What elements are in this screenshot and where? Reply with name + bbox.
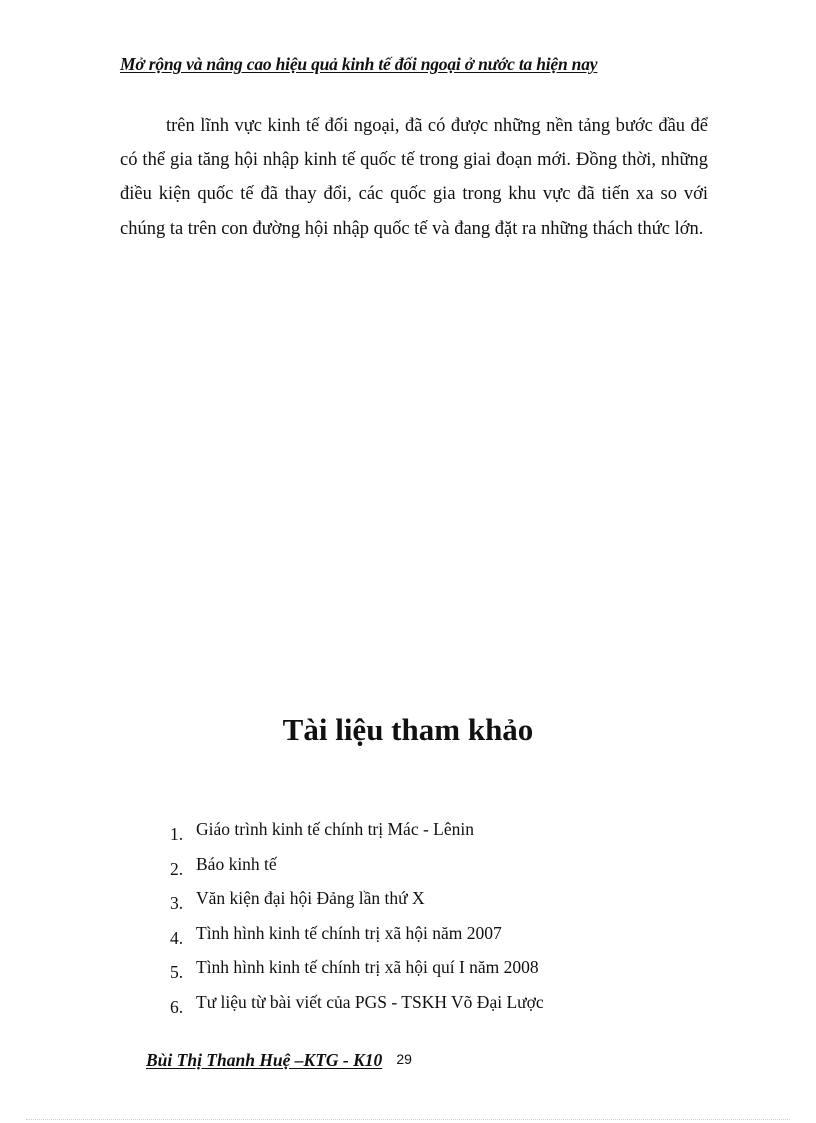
reference-text: Tư liệu từ bài viết của PGS - TSKH Võ Đại Lược <box>196 991 544 1012</box>
reference-number: 6. <box>170 996 184 1017</box>
page-bottom-divider <box>26 1119 790 1120</box>
page-footer <box>146 1050 412 1071</box>
reference-text: Tình hình kinh tế chính trị xã hội quí I năm 2008 <box>196 957 539 978</box>
page-number: 29 <box>396 1051 412 1067</box>
reference-text: Giáo trình kinh tế chính trị Mác - Lênin <box>196 819 474 839</box>
reference-text: Báo kinh tế <box>196 853 277 874</box>
reference-number: 5. <box>170 962 184 983</box>
reference-number: 3. <box>170 893 184 914</box>
reference-text: Văn kiện đại hội Đảng lần thứ X <box>196 888 425 909</box>
references-heading: Tài liệu tham khảo <box>282 712 534 747</box>
reference-number: 2. <box>170 858 184 879</box>
body-paragraph: trên lĩnh vực kinh tế đối ngoại, đã có được những nền tảng bước đầu để có thể gia tăng hội nhập kinh tế quốc tế trong giai đoạn mới. Đồng thời, những điều kiện quốc tế đã thay đổi, các quốc gia trong khu vực đã tiến xa so với chúng ta trên con đường hội nhập quốc tế và đang đặt ra những thách thức lớn. <box>120 116 708 239</box>
running-header-title: Mở rộng và nâng cao hiệu quả kinh tế đối ngoại ở nước ta hiện nay <box>120 54 598 74</box>
reference-text: Tình hình kinh tế chính trị xã hội năm 2007 <box>196 922 502 943</box>
reference-number: 1. <box>170 824 184 844</box>
reference-number: 4. <box>170 927 184 948</box>
footer-author: Bùi Thị Thanh Huệ –KTG - K10 <box>146 1050 383 1070</box>
